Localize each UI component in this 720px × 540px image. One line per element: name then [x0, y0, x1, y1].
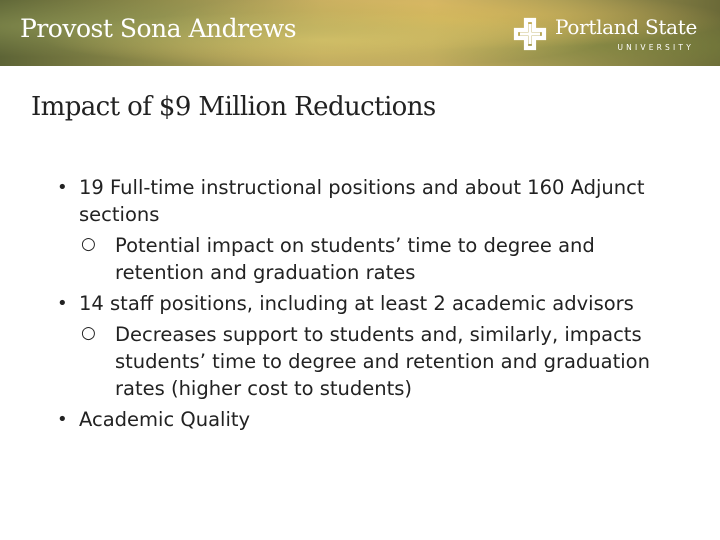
bullet-marker: •: [57, 409, 68, 430]
logo-name: Portland State: [555, 15, 697, 39]
bullet-item: [57, 406, 687, 433]
bullet-text: 14 staff positions, including at least 2 academic advisors: [79, 292, 634, 315]
bullet-item: [57, 174, 687, 228]
bullet-list: [57, 174, 687, 437]
header-banner: [0, 0, 720, 66]
sub-bullet-marker: ○: [81, 234, 96, 254]
bullet-text: 19 Full-time instructional positions and about 160 Adjunct sections: [79, 176, 645, 226]
psu-interlocking-mark-icon: [512, 16, 548, 52]
sub-bullet-item: [57, 321, 687, 402]
sub-bullet-item: [57, 232, 687, 286]
slide-title: Impact of $9 Million Reductions: [31, 92, 436, 122]
bullet-marker: •: [57, 293, 68, 314]
sub-bullet-text: Decreases support to students and, similarly, impacts students’ time to degree and retention and graduation rates (higher cost to students): [115, 323, 650, 400]
logo-subtitle: UNIVERSITY: [617, 43, 694, 52]
university-logo: [512, 13, 707, 53]
presenter-title: Provost Sona Andrews: [20, 14, 297, 43]
sub-bullet-text: Potential impact on students’ time to degree and retention and graduation rates: [115, 234, 595, 284]
bullet-text: Academic Quality: [79, 408, 251, 431]
sub-bullet-marker: ○: [81, 323, 96, 343]
bullet-marker: •: [57, 177, 68, 198]
bullet-item: [57, 290, 687, 317]
